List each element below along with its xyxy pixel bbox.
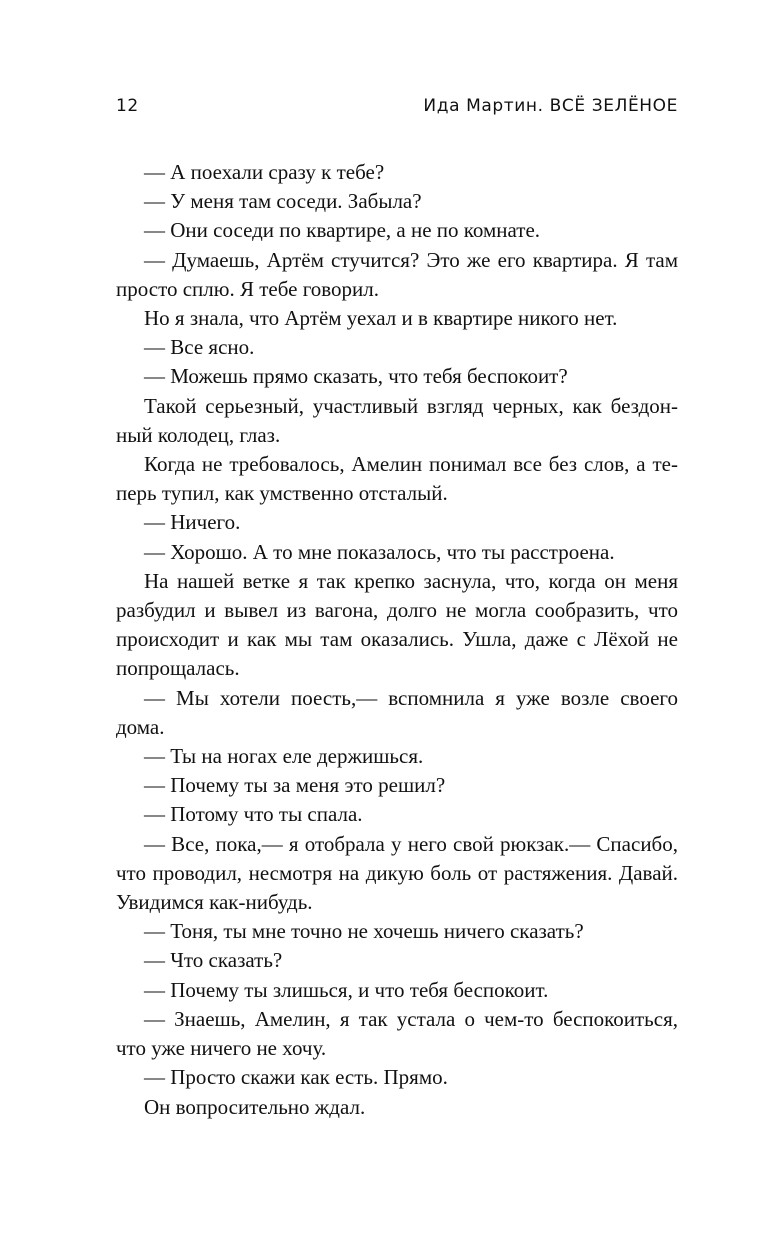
paragraph: — А поехали сразу к тебе? xyxy=(144,160,385,184)
paragraph: — Почему ты злишься, и что тебя беспокоит. xyxy=(144,977,549,1002)
paragraph: — Ничего. xyxy=(144,510,241,535)
paragraph: На нашей ветке я так крепко заснула, что, когда он меня разбудил и вывел из вагона, долго не могла сообразить, что происходит и как мы там оказались. Ушла, даже с Лёхой не попрощалась. xyxy=(116,568,678,681)
body-text xyxy=(116,158,678,1122)
paragraph: Он вопросительно ждал. xyxy=(144,1094,366,1119)
paragraph: — Можешь прямо сказать, что тебя беспокоит? xyxy=(144,364,568,389)
paragraph: — Ты на ногах еле держишься. xyxy=(144,744,424,769)
paragraph: — Почему ты за меня это решил? xyxy=(144,773,446,798)
paragraph: — Тоня, ты мне точно не хочешь ничего сказать? xyxy=(144,919,584,944)
paragraph: — Все ясно. xyxy=(144,335,255,360)
paragraph: Когда не требовалось, Амелин понимал все без слов, а теперь тупил, как умственно отсталый. xyxy=(116,452,678,506)
paragraph: — Все, пока,— я отобрала у него свой рюкзак.— Спасибо, что проводил, несмотря на дикую боль от растяжения. Давай. Увидимся как-нибудь. xyxy=(116,831,678,915)
paragraph: Такой серьезный, участливый взгляд черных, как бездонный колодец, глаз. xyxy=(116,393,678,447)
paragraph: — Потому что ты спала. xyxy=(144,802,363,827)
running-title: Ида Мартин. ВСЁ ЗЕЛЁНОЕ xyxy=(423,96,678,116)
paragraph: Но я знала, что Артём уехал и в квартире никого нет. xyxy=(144,306,618,331)
paragraph: — Просто скажи как есть. Прямо. xyxy=(144,1065,448,1090)
paragraph: — Знаешь, Амелин, я так устала о чем-то беспокоиться, что уже ничего не хочу. xyxy=(116,1006,678,1061)
paragraph: — У меня там соседи. Забыла? xyxy=(144,189,422,214)
paragraph: — Хорошо. А то мне показалось, что ты расстроена. xyxy=(144,539,615,564)
paragraph: — Что сказать? xyxy=(144,948,283,973)
paragraph: — Мы хотели поесть,— вспомнила я уже возле своего дома. xyxy=(116,685,678,739)
paragraph: — Думаешь, Артём стучится? Это же его квартира. Я там просто сплю. Я тебе говорил. xyxy=(116,247,678,301)
paragraph: — Они соседи по квартире, а не по комнате. xyxy=(144,218,541,243)
page-header xyxy=(116,96,678,122)
page-number: 12 xyxy=(116,96,139,116)
